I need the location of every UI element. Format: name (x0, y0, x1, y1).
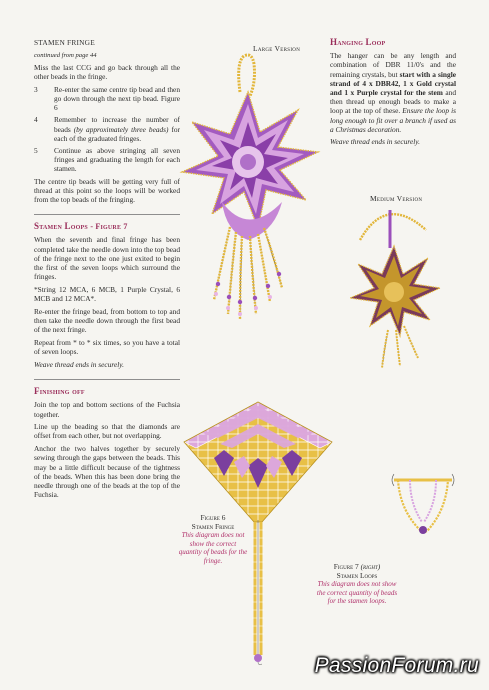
figure7-subtitle: Stamen Loops (336, 570, 378, 580)
finishing-off-p2: Line up the beading so that the diamonds are offset from each other, but not overlapping. (34, 422, 180, 441)
stamen-fringe-heading: STAMEN FRINGE (34, 38, 95, 47)
stamen-loops-p2: *String 12 MCA, 6 MCB, 1 Purple Crystal, 6 MCB and 12 MCA*. (34, 284, 180, 304)
medium-fuchsia-photo (330, 200, 460, 375)
divider (34, 379, 180, 380)
large-version-label: Large Version (253, 44, 301, 53)
medium-version-label: Medium Version (370, 194, 423, 203)
hanging-loop-text: The hanger can be any length and combination of DBR 11/0's and the remaining crystals, but start with a single strand of 4 x DBR42, 1 x Gold crystal and 1 x Purple crystal for the stem and then thread up enough beads to make a loop at the top of these. Ensure the loop is long enough to fit over a branch if used as a Christmas decoration. (330, 51, 456, 134)
figure6-subtitle: Stamen Fringe (191, 521, 235, 531)
large-fuchsia-photo (178, 52, 328, 322)
divider (34, 214, 180, 215)
hanging-loop-heading: Hanging Loop (330, 37, 386, 47)
stamen-loops-p1: When the seventh and final fringe has been completed take the needle down into the top bead of the fringe next to the one just exited to begin the first of the seven loops which surround the fringes. (34, 235, 180, 282)
finishing-off-p3: Anchor the two halves together by securely sewing through the gaps between the beads. This may be a little difficult because of the tightness of the beads. When this has been done bring the needle through one of the beads at the top of the Fuchsia. (34, 444, 180, 500)
figure7-diagram (388, 470, 458, 550)
stamen-fringe-intro: Miss the last CCG and go back through all the other beads in the fringe. (34, 62, 180, 82)
finishing-off-heading: Finishing off (34, 386, 85, 397)
stamen-loops-p3: Re-enter the fringe bead, from bottom to top and then take the needle down through the first bead of the next fringe. (34, 306, 180, 335)
figure7-caption (315, 563, 399, 606)
left-column (34, 38, 180, 503)
step-3: 3 Re-enter the same centre tip bead and then go down through the next tip bead. Figure 6 (34, 84, 180, 113)
continued-note: continued from page 44 (34, 51, 97, 59)
hanging-loop-weave: Weave thread ends in securely. (330, 137, 420, 147)
finishing-off-p1: Join the top and bottom sections of the Fuchsia together. (34, 400, 180, 419)
figure6-title: Figure 6 (200, 513, 226, 522)
figure6-caption (178, 514, 248, 566)
figure7-title: Figure 7 (right) (333, 562, 381, 571)
stamen-loops-p5: Weave thread ends in securely. (34, 359, 124, 369)
stamen-loops-heading: Stamen Loops - Figure 7 (34, 221, 128, 232)
watermark-text: PassionForum.ru (314, 654, 479, 677)
figure7-note: This diagram does not show the correct quantity of beads for the stamen loops. (316, 580, 398, 606)
stamen-loops-p4: Repeat from * to * six times, so you have a total of seven loops. (34, 337, 180, 357)
step-4: 4 Remember to increase the number of beads (by approximately three beads) for each of the graduated fringes. (34, 115, 181, 143)
right-column (330, 38, 456, 149)
stamen-fringe-outro: The centre tip beads will be getting very full of thread at this point so the loops will be worked from the top beads of the fringing. (34, 176, 180, 205)
step-5: 5 Continue as above stringing all seven fringes and graduating the length for each stamen. (34, 146, 180, 174)
figure6-note: This diagram does not show the correct quantity of beads for the fringe. (178, 531, 248, 565)
